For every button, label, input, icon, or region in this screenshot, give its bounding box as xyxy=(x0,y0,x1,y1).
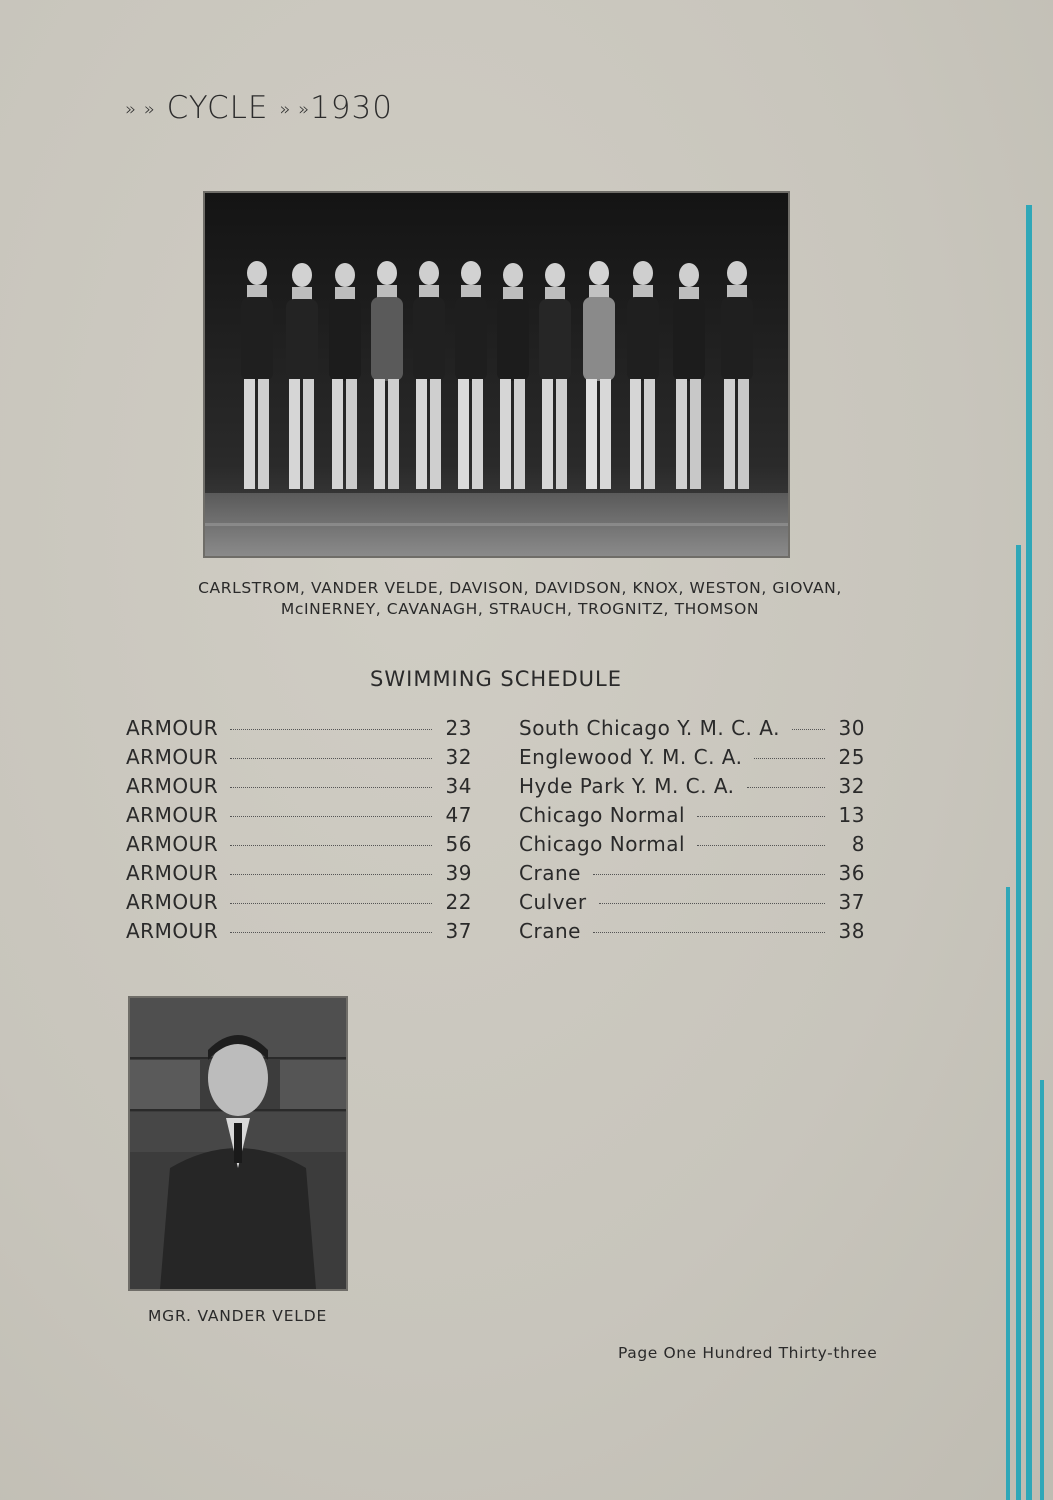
score: 47 xyxy=(445,803,472,827)
opponent-name: Chicago Normal xyxy=(519,832,686,856)
schedule-row xyxy=(126,919,472,948)
leader-dots xyxy=(754,758,825,759)
score: 22 xyxy=(445,890,472,914)
schedule-row xyxy=(126,861,472,890)
opponent-name: South Chicago Y. M. C. A. xyxy=(519,716,780,740)
leader-dots xyxy=(230,758,432,759)
page-number: Page One Hundred Thirty-three xyxy=(618,1344,878,1362)
team-name: ARMOUR xyxy=(126,745,219,769)
manager-photo xyxy=(128,996,348,1291)
schedule-row xyxy=(126,832,472,861)
schedule-row xyxy=(519,919,865,948)
schedule-row xyxy=(519,832,865,861)
schedule-row xyxy=(126,803,472,832)
score: 37 xyxy=(838,890,865,914)
chevrons-right: » » xyxy=(279,99,311,120)
leader-dots xyxy=(230,874,432,875)
leader-dots xyxy=(230,787,432,788)
leader-dots xyxy=(792,729,825,730)
leader-dots xyxy=(230,816,432,817)
manager-caption: MGR. VANDER VELDE xyxy=(148,1307,328,1325)
score: 38 xyxy=(838,919,865,943)
accent-stripe xyxy=(1016,545,1021,1500)
leader-dots xyxy=(599,903,825,904)
schedule-armour-column xyxy=(126,716,472,948)
accent-stripe xyxy=(1006,887,1010,1500)
schedule-row xyxy=(126,745,472,774)
schedule-row xyxy=(519,774,865,803)
opponent-name: Englewood Y. M. C. A. xyxy=(519,745,743,769)
schedule-row xyxy=(519,745,865,774)
schedule-title: SWIMMING SCHEDULE xyxy=(370,667,622,691)
schedule-row xyxy=(126,890,472,919)
leader-dots xyxy=(697,845,825,846)
leader-dots xyxy=(230,729,432,730)
score: 32 xyxy=(445,745,472,769)
opponent-name: Culver xyxy=(519,890,587,914)
leader-dots xyxy=(747,787,825,788)
schedule-opponent-column xyxy=(519,716,865,948)
score: 37 xyxy=(445,919,472,943)
header-year: 1930 xyxy=(310,90,393,126)
opponent-name: Hyde Park Y. M. C. A. xyxy=(519,774,735,798)
score: 36 xyxy=(838,861,865,885)
team-caption-line-2: McINERNEY, CAVANAGH, STRAUCH, TROGNITZ, THOMSON xyxy=(280,600,760,618)
opponent-name: Crane xyxy=(519,919,581,943)
score: 34 xyxy=(445,774,472,798)
chevrons-left: » » xyxy=(125,99,156,120)
team-name: ARMOUR xyxy=(126,774,219,798)
leader-dots xyxy=(230,903,432,904)
team-name: ARMOUR xyxy=(126,716,219,740)
team-name: ARMOUR xyxy=(126,803,219,827)
leader-dots xyxy=(230,845,432,846)
team-name: ARMOUR xyxy=(126,919,219,943)
leader-dots xyxy=(593,932,825,933)
schedule-row xyxy=(519,716,865,745)
score: 23 xyxy=(445,716,472,740)
team-name: ARMOUR xyxy=(126,890,219,914)
accent-stripe xyxy=(1026,205,1032,1500)
score: 8 xyxy=(851,832,865,856)
accent-stripe xyxy=(1040,1080,1044,1500)
score: 32 xyxy=(838,774,865,798)
opponent-name: Chicago Normal xyxy=(519,803,686,827)
header-title: CYCLE xyxy=(166,90,269,126)
score: 13 xyxy=(838,803,865,827)
team-caption-line-1: CARLSTROM, VANDER VELDE, DAVISON, DAVIDSON, KNOX, WESTON, GIOVAN, xyxy=(198,579,842,597)
leader-dots xyxy=(697,816,825,817)
leader-dots xyxy=(593,874,825,875)
schedule-row xyxy=(126,716,472,745)
schedule-row xyxy=(519,890,865,919)
score: 56 xyxy=(445,832,472,856)
team-name: ARMOUR xyxy=(126,861,219,885)
schedule-row xyxy=(519,861,865,890)
leader-dots xyxy=(230,932,432,933)
page-header xyxy=(125,90,393,126)
score: 25 xyxy=(838,745,865,769)
score: 39 xyxy=(445,861,472,885)
schedule-row xyxy=(519,803,865,832)
team-name: ARMOUR xyxy=(126,832,219,856)
team-photo xyxy=(203,191,790,558)
schedule-row xyxy=(126,774,472,803)
opponent-name: Crane xyxy=(519,861,581,885)
score: 30 xyxy=(838,716,865,740)
